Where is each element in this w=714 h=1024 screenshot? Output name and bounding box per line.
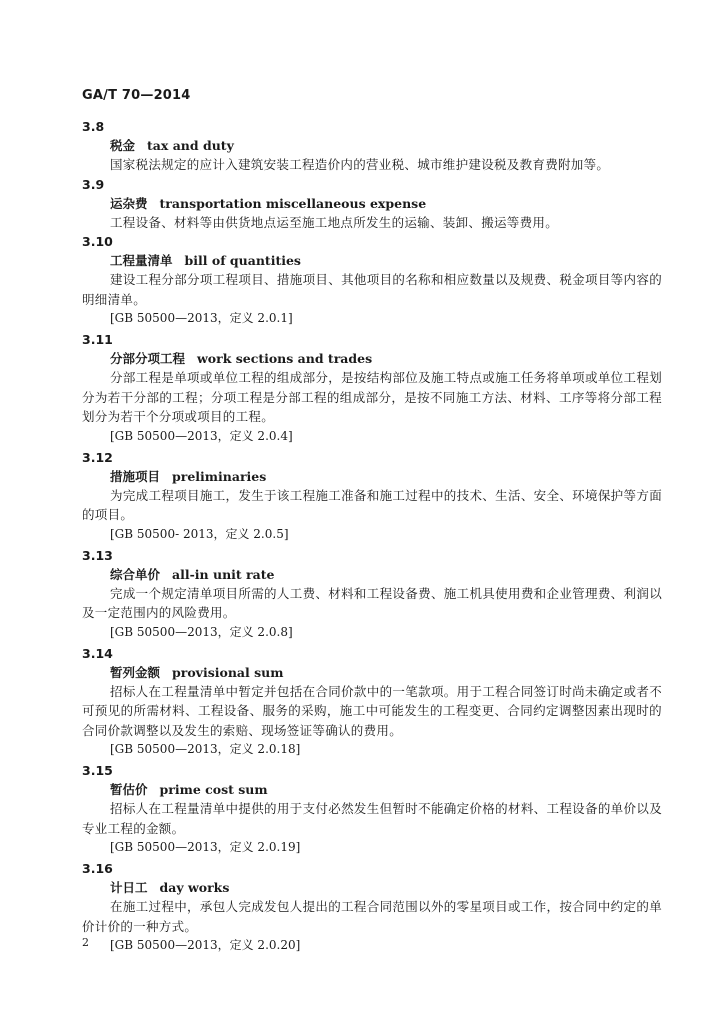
term-title (82, 136, 662, 155)
term-title (82, 663, 662, 682)
page-number: 2 (82, 936, 89, 949)
term-number: 3.12 (82, 449, 113, 465)
term-name-en: prime cost sum (159, 782, 268, 797)
term-title (82, 565, 662, 584)
term-3-10 (82, 232, 662, 330)
term-name-zh: 暂列金额 (110, 664, 161, 680)
term-reference: [GB 50500—2013，定义 2.0.19] (110, 840, 301, 854)
term-number: 3.8 (82, 119, 105, 134)
term-3-15 (82, 761, 662, 859)
term-name-en: all-in unit rate (172, 566, 275, 582)
term-definition: 招标人在工程量清单中提供的用于支付必然发生但暂时不能确定价格的材料、工程设备的单价以及专业工程的金额。 (82, 801, 662, 836)
term-3-14 (82, 644, 662, 762)
term-name-zh: 计日工 (110, 880, 148, 895)
term-title (82, 349, 662, 368)
term-title (82, 251, 662, 270)
term-name-en: bill of quantities (184, 253, 301, 268)
term-name-zh: 运杂费 (110, 195, 148, 211)
standard-code-header: GA/T 70—2014 (82, 88, 191, 103)
term-name-en: day works (159, 880, 230, 895)
terms-list (82, 117, 662, 957)
term-number: 3.9 (82, 176, 105, 192)
term-3-13 (82, 546, 662, 644)
term-title (82, 780, 662, 799)
term-reference: [GB 50500—2013，定义 2.0.20] (110, 938, 301, 952)
term-name-en: work sections and trades (197, 351, 373, 366)
term-name-en: transportation miscellaneous expense (159, 195, 427, 211)
term-name-zh: 分部分项工程 (110, 351, 186, 366)
term-number: 3.13 (82, 547, 113, 563)
term-name-zh: 税金 (110, 138, 136, 153)
term-reference: [GB 50500—2013，定义 2.0.8] (110, 624, 293, 639)
term-number: 3.10 (82, 234, 113, 249)
term-definition: 分部工程是单项或单位工程的组成部分，是按结构部位及施工特点或施工任务将单项或单位工程划分为若干分部的工程；分项工程是分部工程的组成部分，是按不同施工方法、材料、工序等将分部工程划分为若干个分项或项目的工程。 (82, 370, 662, 424)
term-number: 3.15 (82, 763, 113, 778)
term-definition: 国家税法规定的应计入建筑安装工程造价内的营业税、城市维护建设税及教育费附加等。 (110, 157, 610, 172)
term-number: 3.14 (82, 645, 113, 661)
term-name-zh: 综合单价 (110, 566, 161, 582)
term-name-zh: 暂估价 (110, 782, 148, 797)
term-3-11 (82, 330, 662, 448)
term-name-en: provisional sum (172, 664, 284, 680)
term-title (82, 194, 662, 213)
term-reference: [GB 50500- 2013，定义 2.0.5] (110, 526, 289, 541)
term-definition: 建设工程分部分项工程项目、措施项目、其他项目的名称和相应数量以及规费、税金项目等内容的明细清单。 (82, 272, 662, 307)
term-definition: 为完成工程项目施工，发生于该工程施工准备和施工过程中的技术、生活、安全、环境保护等方面的项目。 (82, 487, 662, 522)
term-definition: 招标人在工程量清单中暂定并包括在合同价款中的一笔款项。用于工程合同签订时尚未确定或者不可预见的所需材料、工程设备、服务的采购，施工中可能发生的工程变更、合同约定调整因素出现时的合同价款调整以及发生的索赔、现场签证等确认的费用。 (82, 683, 662, 738)
term-name-en: tax and duty (147, 138, 234, 153)
term-title (82, 878, 662, 897)
term-name-zh: 工程量清单 (110, 253, 173, 268)
term-reference: [GB 50500—2013，定义 2.0.18] (110, 742, 301, 756)
term-definition: 工程设备、材料等由供货地点运至施工地点所发生的运输、装卸、搬运等费用。 (110, 214, 559, 230)
term-name-en: preliminaries (172, 468, 267, 484)
term-number: 3.11 (82, 332, 113, 347)
term-3-16 (82, 859, 662, 957)
term-name-zh: 措施项目 (110, 468, 161, 484)
term-number: 3.16 (82, 861, 113, 876)
term-reference: [GB 50500—2013，定义 2.0.4] (110, 428, 293, 443)
term-3-9 (82, 175, 662, 233)
term-3-12 (82, 448, 662, 546)
term-definition: 在施工过程中，承包人完成发包人提出的工程合同范围以外的零星项目或工作，按合同中约定的单价计价的一种方式。 (82, 899, 662, 934)
term-title (82, 467, 662, 486)
term-3-8 (82, 117, 662, 175)
term-reference: [GB 50500—2013，定义 2.0.1] (110, 311, 293, 325)
term-definition: 完成一个规定清单项目所需的人工费、材料和工程设备费、施工机具使用费和企业管理费、利润以及一定范围内的风险费用。 (82, 585, 662, 620)
